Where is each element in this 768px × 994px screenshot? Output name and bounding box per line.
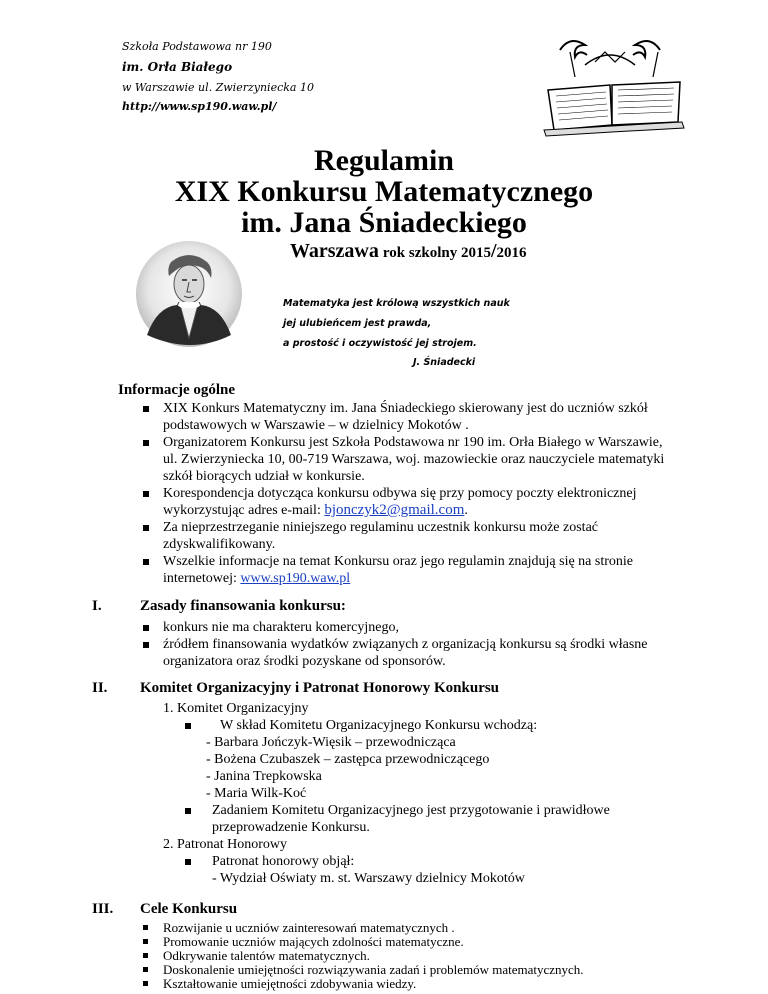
- section-2-sub-1-bullet-2: [212, 802, 610, 836]
- section-2-sub-1-bullet-2-line-2: przeprowadzenie Konkursu.: [212, 820, 370, 835]
- quote-line-3: a prostość i oczywistość jej strojem.: [283, 338, 477, 349]
- subtitle-city-year: [290, 240, 527, 263]
- school-year-slash: /: [490, 240, 497, 262]
- bullet-icon: [143, 967, 148, 972]
- general-item-2-line-3: szkół biorących udział w konkursie.: [163, 469, 365, 484]
- school-name: Szkoła Podstawowa nr 190: [122, 40, 272, 53]
- section-3-item-2: Promowanie uczniów mających zdolności matematyczne.: [163, 934, 464, 949]
- bullet-icon: [143, 525, 149, 531]
- general-info-heading: Informacje ogólne: [118, 382, 236, 398]
- general-item-2-line-2: ul. Zwierzyniecka 10, 00-719 Warszawa, woj. mazowieckie oraz nauczyciele matematyki: [163, 452, 665, 467]
- bullet-icon: [185, 859, 191, 865]
- bullet-icon: [143, 642, 149, 648]
- general-item-5-line-2: [163, 570, 633, 587]
- general-item-1-line-2: podstawowych w Warszawie – w dzielnicy Mokotów .: [163, 418, 469, 433]
- school-website[interactable]: http://www.sp190.waw.pl/: [122, 100, 277, 113]
- general-item-3-line-1: Korespondencja dotycząca konkursu odbywa się przy pomocy poczty elektronicznej: [163, 486, 637, 501]
- web-prefix: internetowej:: [163, 571, 241, 586]
- bullet-icon: [185, 808, 191, 814]
- section-2-number: II.: [92, 680, 108, 696]
- section-1-item-2-line-1: źródłem finansowania wydatków związanych z organizacją konkursu są środki własne: [163, 637, 648, 652]
- section-1-item-1: [163, 619, 399, 636]
- section-3-item-5: Kształtowanie umiejętności zdobywania wiedzy.: [163, 976, 417, 991]
- general-item-4-line-1: Za nieprzestrzeganie niniejszego regulaminu uczestnik konkursu może zostać: [163, 520, 598, 535]
- section-3-heading: Cele Konkursu: [140, 901, 238, 917]
- section-3-item-3: Odkrywanie talentów matematycznych.: [163, 948, 370, 963]
- section-2-sub-1: 1. Komitet Organizacyjny: [163, 701, 309, 716]
- bullet-icon: [143, 406, 149, 412]
- quote-line-1: Matematyka jest królową wszystkich nauk: [283, 298, 510, 309]
- section-3-item-1: Rozwijanie u uczniów zainteresowań matematycznych .: [163, 920, 455, 935]
- quote-line-2: jej ulubieńcem jest prawda,: [283, 318, 432, 329]
- email-suffix: .: [464, 503, 468, 518]
- general-item-5: [163, 553, 633, 587]
- member-3: - Janina Trepkowska: [206, 769, 322, 784]
- bullet-icon: [143, 491, 149, 497]
- bullet-icon: [143, 625, 149, 631]
- email-link[interactable]: bjonczyk2@gmail.com: [324, 502, 465, 518]
- general-item-3-line-2: [163, 502, 637, 519]
- bullet-icon: [143, 981, 148, 986]
- title-line-2: XIX Konkursu Matematycznego: [174, 175, 594, 208]
- section-1-item-2: [163, 636, 648, 670]
- quote-author: J. Śniadecki: [413, 357, 476, 368]
- section-3-number: III.: [92, 901, 114, 917]
- member-4: - Maria Wilk-Koć: [206, 786, 307, 801]
- school-patron: im. Orła Białego: [122, 60, 233, 74]
- city: Warszawa: [290, 240, 379, 262]
- school-year-end: 2016: [496, 245, 527, 261]
- bullet-icon: [143, 953, 148, 958]
- portrait-image: [135, 240, 243, 348]
- general-item-3: [163, 485, 637, 519]
- section-2-sub-1-bullet-1: W skład Komitetu Organizacyjnego Konkursu wchodzą:: [220, 718, 538, 733]
- bullet-icon: [185, 723, 191, 729]
- general-item-1: [163, 400, 648, 434]
- website-link[interactable]: www.sp190.waw.pl: [240, 571, 351, 586]
- general-item-5-line-1: Wszelkie informacje na temat Konkursu oraz jego regulamin znajdują się na stronie: [163, 554, 633, 569]
- general-item-2: [163, 434, 664, 485]
- bullet-icon: [143, 440, 149, 446]
- email-prefix: wykorzystując adres e-mail:: [163, 503, 325, 518]
- bullet-icon: [143, 939, 148, 944]
- section-2-sub-1-bullet-2-line-1: Zadaniem Komitetu Organizacyjnego jest przygotowanie i prawidłowe: [212, 803, 610, 818]
- general-item-1-line-1: XIX Konkurs Matematyczny im. Jana Śniadeckiego skierowany jest do uczniów szkół: [163, 401, 648, 416]
- section-1-heading: Zasady finansowania konkursu:: [140, 598, 346, 614]
- title-line-1: Regulamin: [313, 144, 454, 177]
- section-2-heading: Komitet Organizacyjny i Patronat Honorowy Konkursu: [140, 680, 500, 696]
- open-book-logo: [540, 30, 690, 140]
- section-1-item-1-line-1: konkurs nie ma charakteru komercyjnego,: [163, 620, 399, 635]
- title-line-3: im. Jana Śniadeckiego: [241, 206, 527, 239]
- general-item-4: [163, 519, 598, 553]
- school-address: w Warszawie ul. Zwierzyniecka 10: [122, 81, 314, 94]
- section-2-sub-2-bullet: Patronat honorowy objął:: [212, 854, 355, 869]
- section-3-item-4: Doskonalenie umiejętności rozwiązywania zadań i problemów matematycznych.: [163, 962, 584, 977]
- member-2: - Bożena Czubaszek – zastępca przewodniczącego: [206, 752, 490, 767]
- school-year: rok szkolny 2015: [382, 245, 491, 261]
- bullet-icon: [143, 559, 149, 565]
- general-item-4-line-2: zdyskwalifikowany.: [163, 537, 276, 552]
- bullet-icon: [143, 925, 148, 930]
- section-1-number: I.: [92, 598, 102, 614]
- general-item-2-line-1: Organizatorem Konkursu jest Szkoła Podstawowa nr 190 im. Orła Białego w Warszawie,: [163, 435, 663, 450]
- section-1-item-2-line-2: organizatora oraz środki pozyskane od sponsorów.: [163, 654, 446, 669]
- section-2-sub-2: 2. Patronat Honorowy: [163, 837, 288, 852]
- patron: - Wydział Oświaty m. st. Warszawy dzielnicy Mokotów: [212, 871, 525, 886]
- member-1: - Barbara Jończyk-Więsik – przewodnicząca: [206, 735, 456, 750]
